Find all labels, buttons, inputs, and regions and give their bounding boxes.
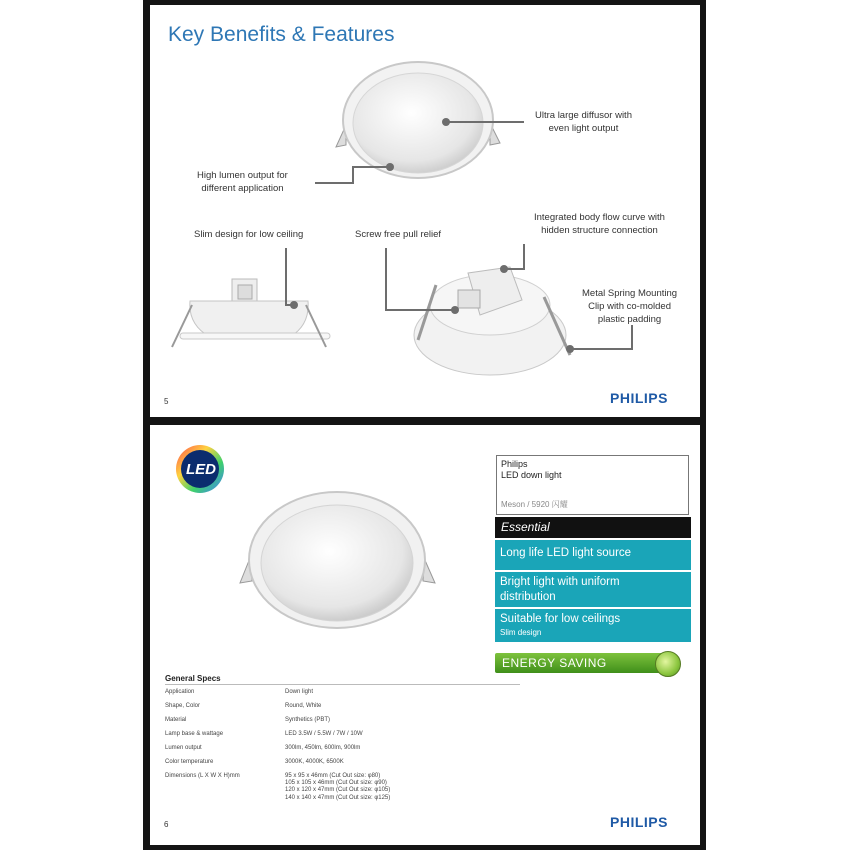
label-line: even light output <box>548 123 619 134</box>
spec-value-line: 140 x 140 x 47mm (Cut Out size: φ125) <box>285 794 391 801</box>
feature-title: Suitable for low ceilings <box>500 613 621 625</box>
feature-title: Long life LED light source <box>500 547 632 559</box>
slide-product-specs <box>150 425 700 845</box>
spec-key: Color temperature <box>165 759 214 765</box>
feature-subtitle: Slim design <box>500 628 542 637</box>
label-line: hidden structure connection <box>541 225 658 236</box>
leaf-icon <box>655 651 681 677</box>
label-line: Ultra large diffusor with <box>535 110 632 121</box>
philips-logo: PHILIPS <box>610 390 668 406</box>
page-number: 5 <box>164 397 169 406</box>
feature-low-ceilings <box>495 609 691 642</box>
label-lumen <box>197 169 288 195</box>
spec-value-line: 105 x 105 x 46mm (Cut Out size: φ90) <box>285 780 387 787</box>
label-line: Integrated body flow curve with <box>534 212 665 223</box>
spec-value-line: 120 x 120 x 47mm (Cut Out size: φ105) <box>285 787 391 794</box>
spec-key: Application <box>165 689 195 695</box>
label-line: Clip with co-molded <box>588 301 671 312</box>
spec-key: Dimensions (L X W X H)mm <box>165 773 240 779</box>
slide-title: Key Benefits & Features <box>168 23 395 46</box>
spec-value <box>285 773 390 802</box>
spec-key: Lumen output <box>165 745 202 751</box>
product-name-box <box>496 455 689 515</box>
spec-value <box>285 717 330 724</box>
downlight-side-image <box>172 279 330 347</box>
energy-saving-badge <box>495 651 691 675</box>
label-integrated <box>534 211 665 237</box>
energy-text: ENERGY SAVING <box>502 656 607 670</box>
label-screw: Screw free pull relief <box>355 229 442 240</box>
product-type: LED down light <box>501 470 562 480</box>
product-model: Meson / 5920 闪耀 <box>501 500 568 509</box>
label-line: Metal Spring Mounting <box>582 288 678 299</box>
spec-value-line: LED 3.5W / 5.5W / 7W / 10W <box>285 731 363 737</box>
feature-bright-light <box>495 572 691 607</box>
feature-title: Bright light with uniform distribution <box>500 576 620 603</box>
downlight-back-image <box>414 267 570 375</box>
spec-key: Shape, Color <box>165 703 201 709</box>
spec-value-line: 95 x 95 x 46mm (Cut Out size: φ80) <box>285 773 381 779</box>
essential-banner: Essential <box>495 517 691 538</box>
spec-value-line: Round, White <box>285 703 322 709</box>
label-diffusor <box>535 109 632 135</box>
label-slim: Slim design for low ceiling <box>194 229 304 240</box>
brand-name: Philips <box>501 459 528 469</box>
spec-value-line: 300lm, 450lm, 600lm, 900lm <box>285 745 361 751</box>
label-clip <box>582 287 677 326</box>
spec-value-line: 3000K, 4000K, 6500K <box>285 759 344 765</box>
spec-value <box>285 759 344 766</box>
philips-logo: PHILIPS <box>610 814 668 830</box>
specs-divider <box>165 684 520 685</box>
spec-value-line: Synthetics (PBT) <box>285 717 331 723</box>
spec-value <box>285 689 313 696</box>
slide-key-benefits <box>150 5 700 417</box>
spec-value <box>285 703 321 710</box>
led-logo-text: LED <box>186 461 216 478</box>
spec-value <box>285 745 360 752</box>
page-number: 6 <box>164 820 169 829</box>
spec-key: Lamp base & wattage <box>165 731 224 737</box>
downlight-front-image <box>336 62 500 178</box>
spec-value-line: Down light <box>285 689 314 695</box>
spec-key: Material <box>165 717 187 723</box>
specs-title: General Specs <box>165 674 221 683</box>
label-line: plastic padding <box>597 314 662 325</box>
label-line: different application <box>201 183 284 194</box>
label-line: High lumen output for <box>197 170 288 181</box>
spec-value <box>285 731 363 738</box>
feature-long-life <box>495 540 691 570</box>
